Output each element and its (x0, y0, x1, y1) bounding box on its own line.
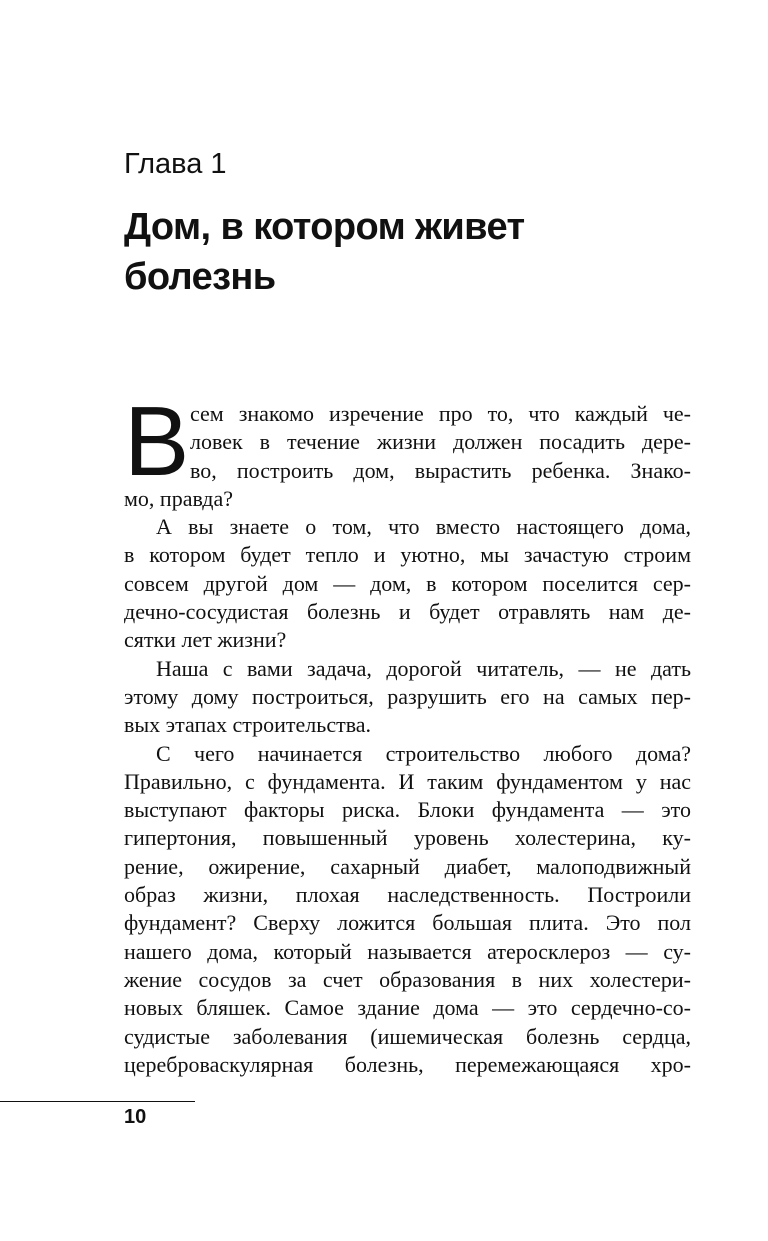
text-line: гипертония, повышенный уровень холестерина, ку- (124, 825, 691, 851)
chapter-title-line: Дом, в котором живет (124, 206, 525, 248)
text-line: вых этапах строительства. (124, 712, 372, 738)
chapter-title (124, 202, 684, 302)
footer-rule (0, 1101, 195, 1102)
drop-cap: В (124, 386, 190, 496)
text-line: этому дому построиться, разрушить его на самых пер- (124, 683, 691, 709)
page-number: 10 (124, 1106, 147, 1128)
text-line: образ жизни, плохая наследственность. Построили (124, 882, 691, 908)
text-line: выступают факторы риска. Блоки фундамента — это (124, 797, 691, 823)
text-line: рение, ожирение, сахарный диабет, малоподвижный (124, 853, 691, 879)
text-line: совсем другой дом — дом, в котором поселится сер- (124, 570, 691, 596)
text-line: судистые заболевания (ишемическая болезнь сердца, (124, 1023, 691, 1049)
body-text (124, 386, 691, 1079)
text-line: мо, правда? (124, 485, 234, 511)
text-line: Правильно, с фундамента. И таким фундаментом у нас (124, 768, 691, 794)
text-line: С чего начинается строительство любого дома? (156, 740, 691, 766)
chapter-label: Глава 1 (124, 148, 227, 180)
text-line: Наша с вами задача, дорогой читатель, — не дать (156, 655, 691, 681)
text-line: в котором будет тепло и уютно, мы зачастую строим (124, 542, 691, 568)
text-line: жение сосудов за счет образования в них холестери- (124, 966, 691, 992)
text-line: во, построить дом, вырастить ребенка. Знако- (190, 457, 691, 483)
text-line: цереброваскулярная болезнь, перемежающаяся хро- (124, 1051, 691, 1077)
text-line: нашего дома, который называется атеросклероз — су- (124, 938, 691, 964)
text-line: сем знакомо изречение про то, что каждый че- (190, 401, 691, 426)
text-line: ловек в течение жизни должен посадить дере- (190, 429, 691, 455)
text-line: А вы знаете о том, что вместо настоящего дома, (156, 514, 691, 540)
chapter-title-line: болезнь (124, 256, 276, 298)
text-line: новых бляшек. Самое здание дома — это сердечно-со- (124, 995, 691, 1021)
text-line: дечно-сосудистая болезнь и будет отравлять нам де- (124, 599, 691, 625)
text-line: сятки лет жизни? (124, 627, 287, 653)
text-line: фундамент? Сверху ложится большая плита. Это пол (124, 910, 691, 936)
